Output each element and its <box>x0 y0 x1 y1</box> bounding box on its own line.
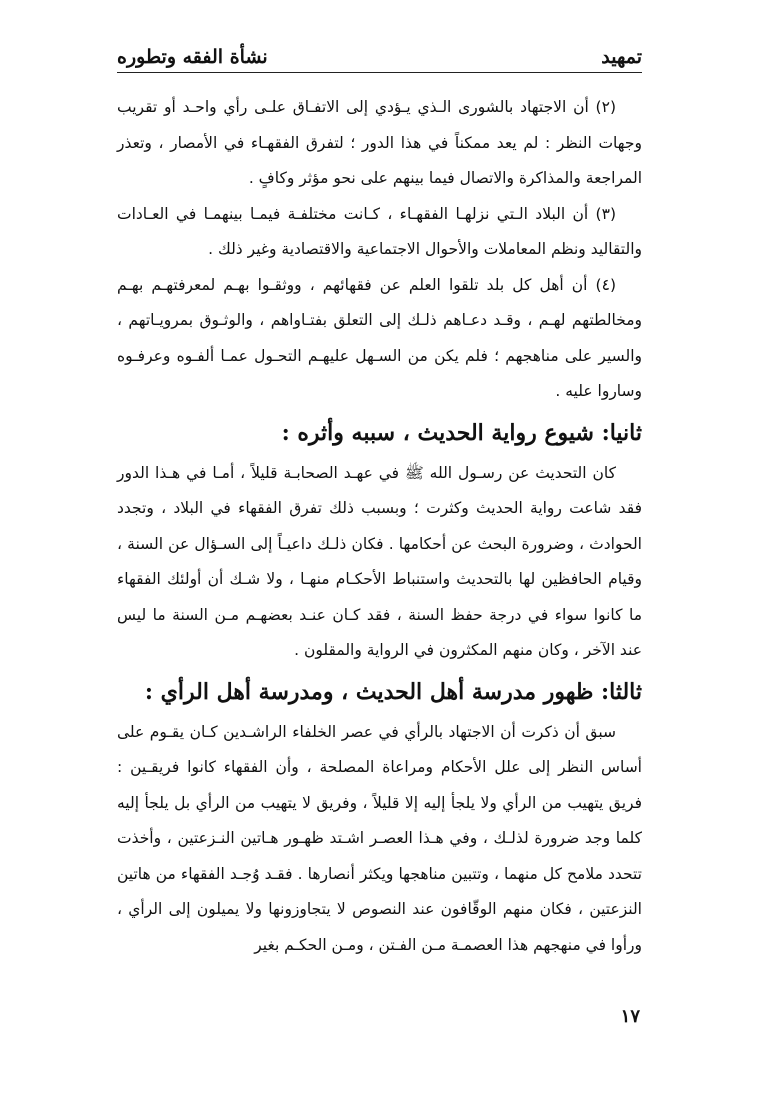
page-number: ١٧ <box>620 1006 640 1027</box>
section-heading-schools: ثالثا: ظهور مدرسة أهل الحديث ، ومدرسة أهل الرأي : <box>144 678 642 705</box>
running-header <box>117 30 642 68</box>
book-title: نشأة الفقه وتطوره <box>117 46 268 68</box>
page-body <box>117 90 642 963</box>
reason-paragraph-4: (٤) أن أهل كل بلد تلقوا العلم عن فقهائهم ، ووثقـوا بهـم لمعرفتهـم بهـم ومخالطتهم لهـم ، وقـد دعـاهم ذلـك إلى التعلق بفتـاواهم ، والوثـوق بمرويـاتهم ، والسير على مناهجهم ؛ فلم يكن من السـهل عليهـم التحـول عمـا ألفـوه وعرفـوه وساروا عليه . <box>117 275 642 400</box>
schools-paragraph: سبق أن ذكرت أن الاجتهاد بالرأي في عصر الخلفاء الراشـدين كـان يقـوم على أساس النظر إلى علل الأحكام ومراعاة المصلحة ، وأن الفقهاء كانوا فريقـين : فريق يتهيب من الرأي ولا يلجأ إليه إلا قليلاً ، وفريق لا يتهيب من الرأي بل يلجأ إليه كلما وجد ضرورة لذلـك ، وفي هـذا العصـر اشـتد ظهـور هـاتين النـزعتين ، وأخذت تتحدد ملامح كل منهما ، وتتبين مناهجها ويكثر أنصارها . فقـد وُجـد الفقهاء من هاتين النزعتين ، فكان منهم الوقّافون عند النصوص لا يتجاوزونها ولا يميلون إلى الرأي ، ورأوا في منهجهم هذا العصمـة مـن الفـتن ، ومـن الحكـم بغير <box>117 722 642 954</box>
reason-paragraph-2: (٢) أن الاجتهاد بالشورى الـذي يـؤدي إلى الاتفـاق علـى رأي واحـد أو تقريب وجهات النظر : لم يعد ممكناً في هذا الدور ؛ لتفرق الفقهـاء في الأمصار ، وتعذر المراجعة والمذاكرة والاتصال فيما بينهم على نحو مؤثر وكافٍ . <box>117 98 642 187</box>
header-divider <box>117 72 642 73</box>
reason-paragraph-3: (٣) أن البلاد الـتي نزلهـا الفقهـاء ، كـانت مختلفـة فيمـا بينهمـا في العـادات والتقاليد ونظم المعاملات والأحوال الاجتماعية والاقتصادية وغير ذلك . <box>117 204 642 258</box>
section-title: تمهيد <box>601 46 642 68</box>
hadith-paragraph: كان التحديث عن رسـول الله ﷺ في عهـد الصحابـة قليلاً ، أمـا في هـذا الدور فقد شاعت رواية الحديث وكثرت ؛ وبسبب ذلك تفرق الفقهاء في البلاد ، وتجدد الحوادث ، وضرورة البحث عن أحكامها . فكان ذلـك داعيـاً إلى السـؤال عن السنة ، وقيام الحافظين لها بالتحديث واستنباط الأحكـام منهـا ، ولا شـك أن أولئك الفقهاء ما كانوا سواء في درجة حفظ السنة ، فقد كـان عنـد بعضهـم مـن السنة ما ليس عند الآخر ، وكان منهم المكثرون في الرواية والمقلون . <box>117 463 642 659</box>
section-heading-hadith: ثانيا: شيوع رواية الحديث ، سببه وأثره : <box>281 419 642 446</box>
